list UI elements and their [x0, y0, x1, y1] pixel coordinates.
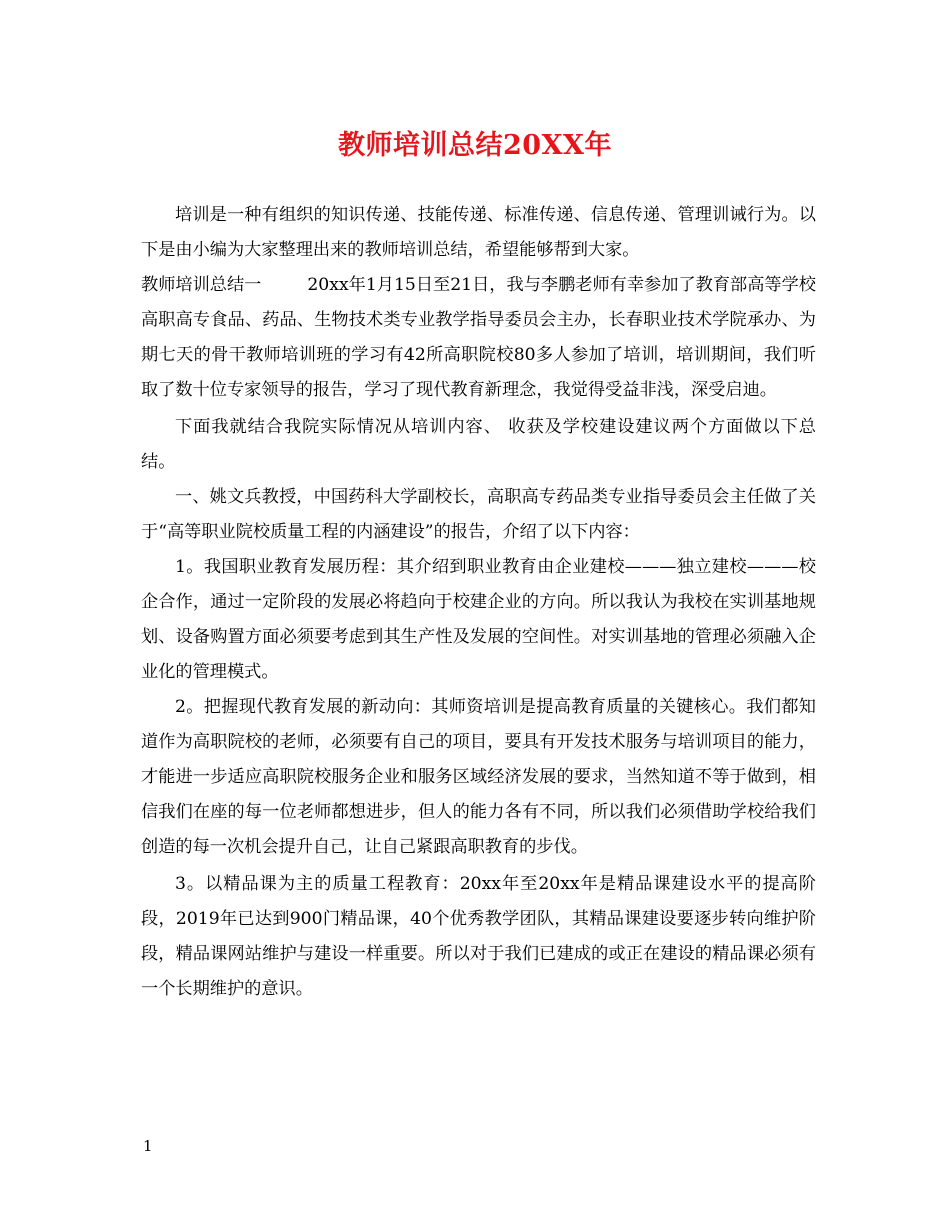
page-number: 1 [143, 1137, 153, 1155]
section-one-text: 20xx年1月15日至21日，我与李鹏老师有幸参加了教育部高等学校高职高专食品、药品、生物技术类专业教学指导委员会主办，长春职业技术学院承办、为期七天的骨干教师培训班的学习有42所高职院校80多人参加了培训，培训期间，我们听取了数十位专家领导的报告，学习了现代教育新理念，我觉得受益非浅，深受启迪。 [141, 275, 816, 400]
intro-paragraph: 培训是一种有组织的知识传递、技能传递、标准传递、信息传递、管理训诫行为。以下是由小编为大家整理出来的教师培训总结，希望能够帮到大家。 [141, 205, 816, 260]
item-3-paragraph: 3。以精品课为主的质量工程教育：20xx年至20xx年是精品课建设水平的提高阶段，2019年已达到900门精品课，40个优秀教学团队，其精品课建设要逐步转向维护阶段，精品课网站维护与建设一样重要。所以对于我们已建成的或正在建设的精品课必须有一个长期维护的意识。 [141, 874, 816, 999]
point-one-paragraph: 一、姚文兵教授，中国药科大学副校长，高职高专药品类专业指导委员会主任做了关于“高等职业院校质量工程的内涵建设”的报告，介绍了以下内容： [141, 487, 816, 542]
item-1-paragraph: 1。我国职业教育发展历程：其介绍到职业教育由企业建校———独立建校———校企合作，通过一定阶段的发展必将趋向于校建企业的方向。所以我认为我校在实训基地规划、设备购置方面必须要考虑到其生产性及发展的空间性。对实训基地的管理必须融入企业化的管理模式。 [141, 557, 816, 682]
document-body [141, 198, 816, 1007]
summary-paragraph: 下面我就结合我院实际情况从培训内容、 收获及学校建设建议两个方面做以下总结。 [141, 417, 816, 472]
item-2-paragraph: 2。把握现代教育发展的新动向：其师资培训是提高教育质量的关键核心。我们都知道作为高职院校的老师，必须要有自己的项目，要具有开发技术服务与培训项目的能力，才能进一步适应高职院校服务企业和服务区域经济发展的要求，当然知道不等于做到，相信我们在座的每一位老师都想进步，但人的能力各有不同，所以我们必须借助学校给我们创造的每一次机会提升自己，让自己紧跟高职教育的步伐。 [141, 697, 816, 857]
section-one-paragraph [141, 268, 816, 408]
section-label: 教师培训总结一 [141, 275, 262, 295]
document-title: 教师培训总结20XX年 [338, 130, 612, 161]
